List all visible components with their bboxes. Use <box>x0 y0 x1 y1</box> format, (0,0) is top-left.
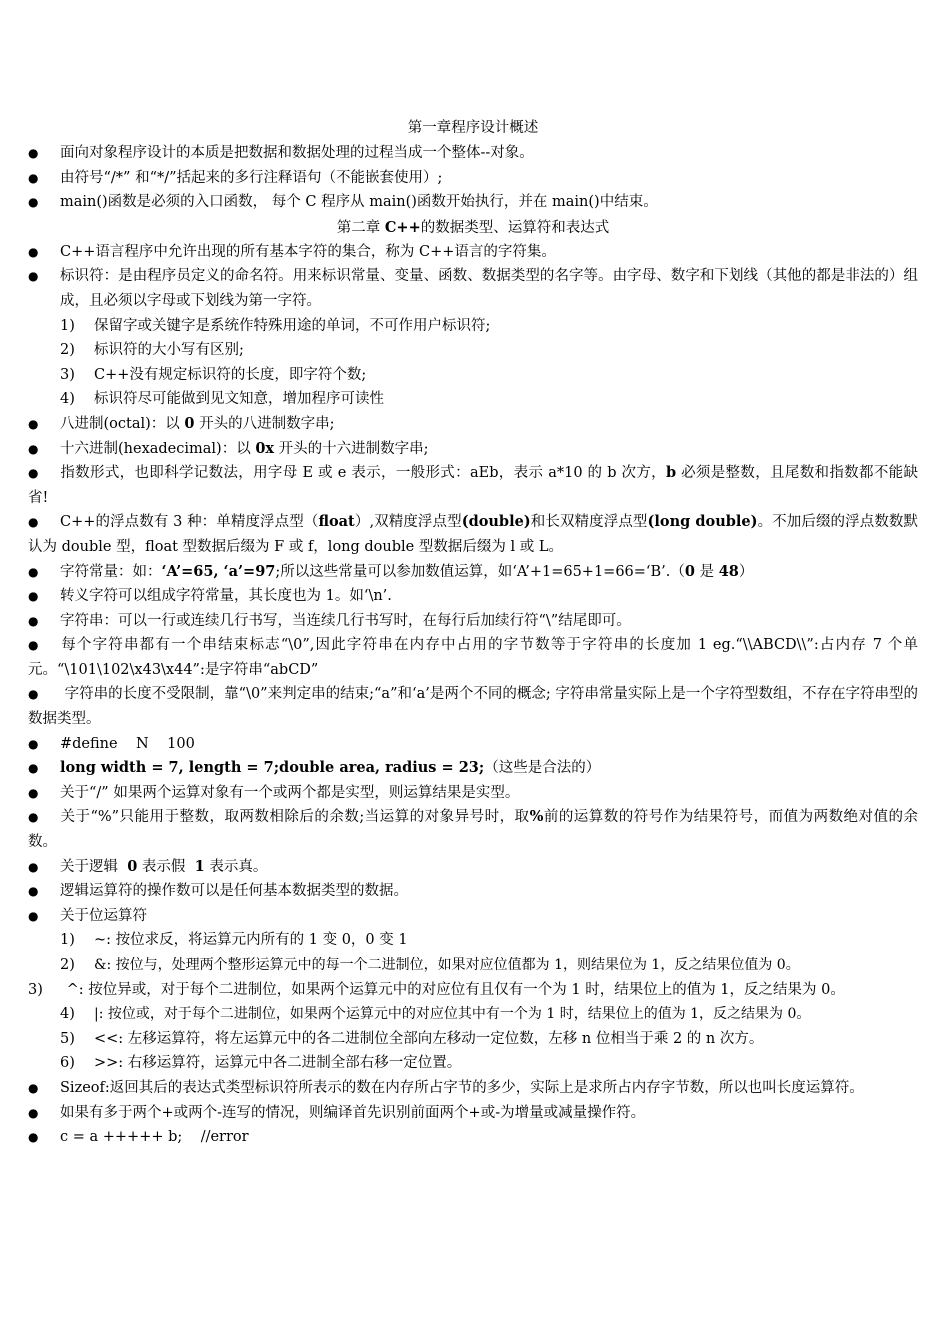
sub-list-item <box>28 1002 918 1027</box>
bullet-icon: ● <box>28 785 39 800</box>
sub-list-item <box>28 1051 918 1076</box>
sub-item-number: 1) <box>60 932 75 949</box>
list-item <box>28 855 918 880</box>
sub-item-text: ^: 按位异或，对于每个二进制位，如果两个运算元中的对应位有且仅有一个为 1 时，结果位上的值为 1，反之结果为 0。 <box>62 981 845 998</box>
list-item-wrapped: ● C++的浮点数有 3 种：单精度浮点型（float）,双精度浮点型(double)和长双精度浮点型(long double)。不加后缀的浮点数数默认为 double 型，float 型数据后缀为 F 或 f，long double 型数据后缀为 l 或 L。 <box>28 510 918 559</box>
list-item <box>28 756 918 781</box>
list-item-text: #define N 100 <box>60 735 195 752</box>
bullet-icon: ● <box>28 1105 39 1120</box>
list-item <box>28 1101 918 1126</box>
list-item-text: 关于“/” 如果两个运算对象有一个或两个都是实型，则运算结果是实型。 <box>60 784 520 801</box>
list-item <box>28 141 918 166</box>
bullet-icon: ● <box>28 908 39 923</box>
list-item-text: 十六进制(hexadecimal)：以 0x 开头的十六进制数字串; <box>60 439 429 457</box>
sub-item-text: >>: 右移运算符，运算元中各二进制全部右移一定位置。 <box>94 1055 462 1072</box>
bullet-icon: ● <box>28 244 39 259</box>
list-item <box>28 781 918 806</box>
sub-item-number: 4) <box>60 391 75 408</box>
sub-item-text: &: 按位与，处理两个整形运算元中的每一个二进制位，如果对应位值都为 1，则结果位为 1，反之结果位值为 0。 <box>94 957 800 973</box>
list-item <box>28 412 918 437</box>
sub-item-number: 4) <box>60 1006 75 1023</box>
sub-item-number: 3) <box>28 981 43 998</box>
bullet-icon: ● <box>28 859 39 874</box>
list-item <box>28 166 918 191</box>
list-item <box>28 904 918 929</box>
list-item-wrapped: ● 字符串：可以一行或连续几行书写，当连续几行书写时，在每行后加续行符“\”结尾即可。 <box>28 609 918 634</box>
list-item-wrapped: ● 转义字符可以组成字符常量，其长度也为 1。如‘\n’. <box>28 584 918 609</box>
sub-list-item <box>28 387 918 412</box>
sub-list-item-wrapped <box>0 978 918 1003</box>
list-item-wrapped: ● 每个字符串都有一个串结束标志“\0”,因此字符串在内存中占用的字节数等于字符串的长度加 1 eg.“\\ABCD\\”:占内存 7 个单元。“\101\102\x43\x44”:是字符串“abCD” <box>28 633 918 682</box>
list-item <box>28 1125 918 1150</box>
bullet-icon: ● <box>28 269 39 284</box>
list-item-text: c = a +++++ b; //error <box>60 1129 249 1146</box>
sub-item-number: 3) <box>60 366 75 383</box>
sub-item-text: 标识符尽可能做到见文知意，增加程序可读性 <box>94 391 384 408</box>
list-item-text: 面向对象程序设计的本质是把数据和数据处理的过程当成一个整体--对象。 <box>60 145 534 161</box>
bullet-icon: ● <box>28 884 39 899</box>
bullet-icon: ● <box>28 195 39 210</box>
bullet-icon: ● <box>28 736 39 751</box>
sub-list-item <box>28 953 918 978</box>
sub-list-item <box>28 363 918 388</box>
bullet-icon: ● <box>28 638 39 653</box>
sub-list-item <box>28 1027 918 1052</box>
sub-list-item <box>28 314 918 339</box>
sub-item-number: 6) <box>60 1055 75 1072</box>
list-item <box>28 264 918 313</box>
list-item-text: C++语言程序中允许出现的所有基本字符的集合，称为 C++语言的字符集。 <box>60 243 556 260</box>
list-item-text: 关于位运算符 <box>60 907 147 924</box>
chapter-1-title: 第一章程序设计概述 <box>407 120 539 136</box>
document-body <box>28 116 918 1150</box>
list-item <box>28 879 918 904</box>
list-item <box>28 732 918 757</box>
list-item-text: main()函数是必须的入口函数， 每个 C 程序从 main()函数开始执行，并在 main()中结束。 <box>60 194 658 211</box>
bullet-icon: ● <box>28 441 39 456</box>
sub-item-number: 5) <box>60 1030 75 1047</box>
list-item-text: 逻辑运算符的操作数可以是任何基本数据类型的数据。 <box>60 883 408 900</box>
bullet-icon: ● <box>28 810 39 825</box>
sub-item-text: ~: 按位求反，将运算元内所有的 1 变 0，0 变 1 <box>94 932 408 949</box>
sub-item-text: |: 按位或，对于每个二进制位，如果两个运算元中的对应位其中有一个为 1 时，结果位上的值为 1，反之结果为 0。 <box>94 1006 811 1023</box>
bullet-icon: ● <box>28 589 39 604</box>
list-item-text: 标识符：是由程序员定义的命名符。用来标识常量、变量、函数、数据类型的名字等。由字母、数字和下划线（其他的都是非法的）组成，且必须以字母或下划线为第一字符。 <box>60 268 918 309</box>
bullet-icon: ● <box>28 1130 39 1145</box>
bullet-icon: ● <box>28 515 39 530</box>
sub-item-number: 1) <box>60 317 75 334</box>
sub-list-item <box>28 338 918 363</box>
list-item <box>28 437 918 462</box>
list-item <box>28 240 918 265</box>
sub-item-text: C++没有规定标识符的长度，即字符个数; <box>94 366 367 383</box>
bullet-icon: ● <box>28 416 39 431</box>
bullet-icon: ● <box>28 687 39 702</box>
bullet-icon: ● <box>28 170 39 185</box>
sub-list-item <box>28 928 918 953</box>
bullet-icon: ● <box>28 564 39 579</box>
list-item-text: 八进制(octal)：以 0 开头的八进制数字串; <box>60 414 335 432</box>
sub-item-number: 2) <box>60 957 75 973</box>
list-item <box>28 190 918 215</box>
bullet-icon: ● <box>28 466 39 481</box>
bullet-icon: ● <box>28 761 39 776</box>
chapter-2-title: 第二章 C++的数据类型、运算符和表达式 <box>336 218 610 236</box>
list-item-text: 如果有多于两个+或两个-连写的情况，则编译首先识别前面两个+或-为增量或减量操作符。 <box>60 1104 646 1121</box>
sub-item-text: <<: 左移运算符，将左运算元中的各二进制位全部向左移动一定位数，左移 n 位相当于乘 2 的 n 次方。 <box>94 1030 764 1047</box>
list-item-text: 关于逻辑 0 表示假 1 表示真。 <box>60 857 268 875</box>
bullet-icon: ● <box>28 613 39 628</box>
list-item-wrapped: ● 关于“%”只能用于整数，取两数相除后的余数;当运算的对象异号时，取%前的运算数的符号作为结果符号，而值为两数绝对值的余数。 <box>28 805 918 854</box>
sub-item-text: 标识符的大小写有区别; <box>94 342 244 359</box>
list-item-wrapped: ● 字符常量：如：‘A’=65, ‘a’=97;所以这些常量可以参加数值运算，如‘A’+1=65+1=66=‘B’.（0 是 48） <box>28 560 918 585</box>
bullet-icon: ● <box>28 1080 39 1095</box>
list-item-text: 由符号“/*” 和“*/”括起来的多行注释语句（不能嵌套使用）; <box>60 169 443 186</box>
list-item-wrapped: ● Sizeof:返回其后的表达式类型标识符所表示的数在内存所占字节的多少，实际上是求所占内存字节数，所以也叫长度运算符。 <box>28 1076 918 1101</box>
list-item-wrapped: ● 字符串的长度不受限制，靠“\0”来判定串的结束;“a”和‘a’是两个不同的概念; 字符串常量实际上是一个字符型数组，不存在字符串型的数据类型。 <box>28 682 918 731</box>
list-item-wrapped: ● 指数形式，也即科学记数法，用字母 E 或 e 表示，一般形式：aEb，表示 a*10 的 b 次方，b 必须是整数，且尾数和指数都不能缺省! <box>28 461 918 510</box>
list-item-text: long width = 7, length = 7;double area, radius = 23;（这些是合法的） <box>60 759 601 777</box>
bullet-icon: ● <box>28 146 39 160</box>
sub-item-number: 2) <box>60 342 75 359</box>
sub-item-text: 保留字或关键字是系统作特殊用途的单词，不可作用户标识符; <box>94 317 491 334</box>
